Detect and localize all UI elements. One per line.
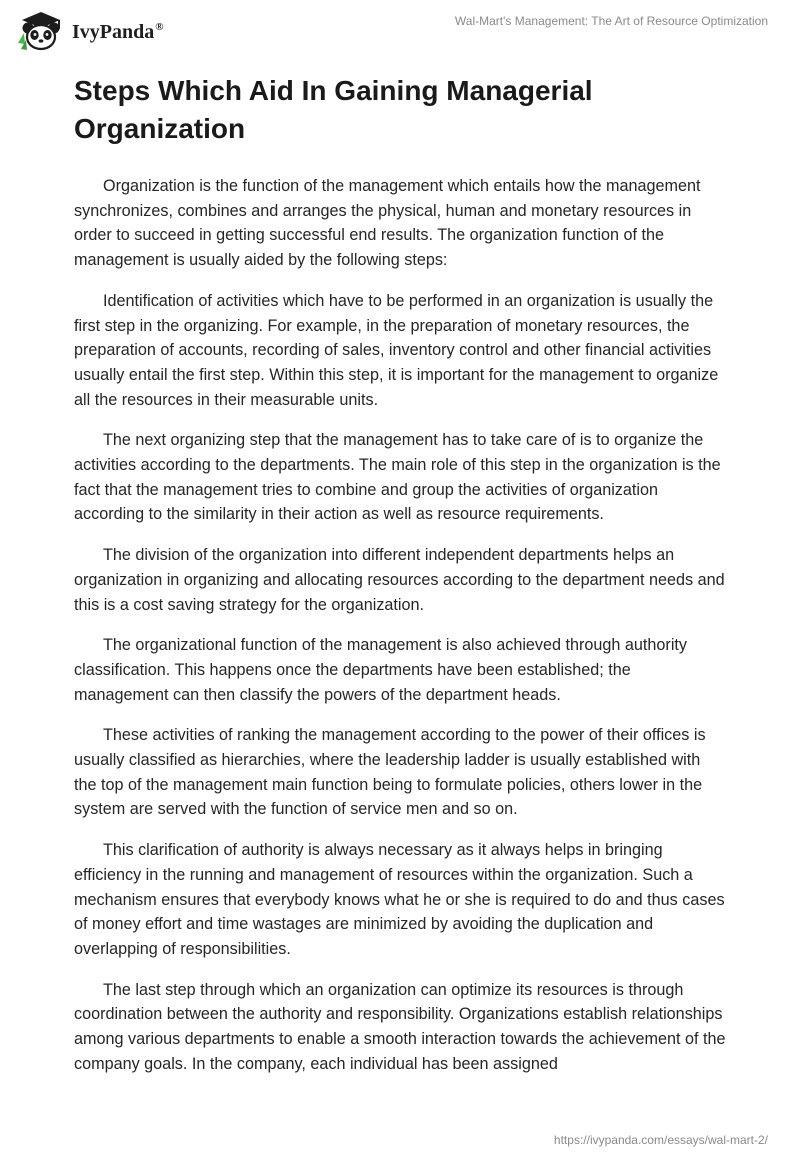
paragraph: This clarification of authority is always necessary as it always helps in bringing efficiency in the running and management of resources within the organization. Such a mechanism ensures that everybody knows what he or she is required to do and thus cases of money effort and time wastages are minimized by avoiding the duplication and overlapping of responsibilities.: [74, 841, 725, 958]
paragraph: The last step through which an organization can optimize its resources is through coordination between the authority and responsibility. Organizations establish relationships among various departments to enable a smooth interaction towards the achievement of the company goals. In the company, each individual has been assigned: [74, 980, 726, 1073]
ivypanda-logo[interactable]: [14, 9, 163, 53]
paragraph: The next organizing step that the management has to take care of is to organize the activities according to the departments. The main role of this step in the organization is the fact that the management tries to combine and group the activities of organization according to the similarity in their action as well as resource requirements.: [74, 431, 721, 524]
article-heading: Steps Which Aid In Gaining Managerial Organization: [74, 75, 593, 144]
paragraph: Organization is the function of the management which entails how the management synchronizes, combines and arranges the physical, human and monetary resources in order to succeed in getting successful end results. The organization function of the management is usually aided by the following steps:: [74, 177, 701, 270]
paragraph: The division of the organization into different independent departments helps an organization in organizing and allocating resources according to the department needs and this is a cost saving strategy for the organization.: [74, 546, 725, 614]
paragraph: The organizational function of the management is also achieved through authority classification. This happens once the departments have been established; the management can then classify the powers of the department heads.: [74, 636, 688, 704]
panda-graduate-logo-icon: [14, 9, 66, 53]
article: [74, 72, 726, 1093]
page-header: [0, 0, 800, 62]
source-url[interactable]: https://ivypanda.com/essays/wal-mart-2/: [553, 1133, 768, 1147]
paragraph: These activities of ranking the management according to the power of their offices is usually classified as hierarchies, where the leadership ladder is usually established with the top of the management main function being to formulate policies, others lower in the system are served with the function of service men and so on.: [74, 726, 706, 819]
registered-mark: ®: [155, 20, 164, 33]
paragraph: Identification of activities which have to be performed in an organization is usually the first step in the organizing. For example, in the preparation of monetary resources, the preparation of accounts, recording of sales, inventory control and other financial activities usually entail the first step. Within this step, it is important for the management to organize all the resources in their measurable units.: [74, 291, 719, 409]
brand-name: IvyPanda®: [72, 20, 164, 43]
document-title: Wal-Mart's Management: The Art of Resource Optimization: [454, 14, 768, 28]
